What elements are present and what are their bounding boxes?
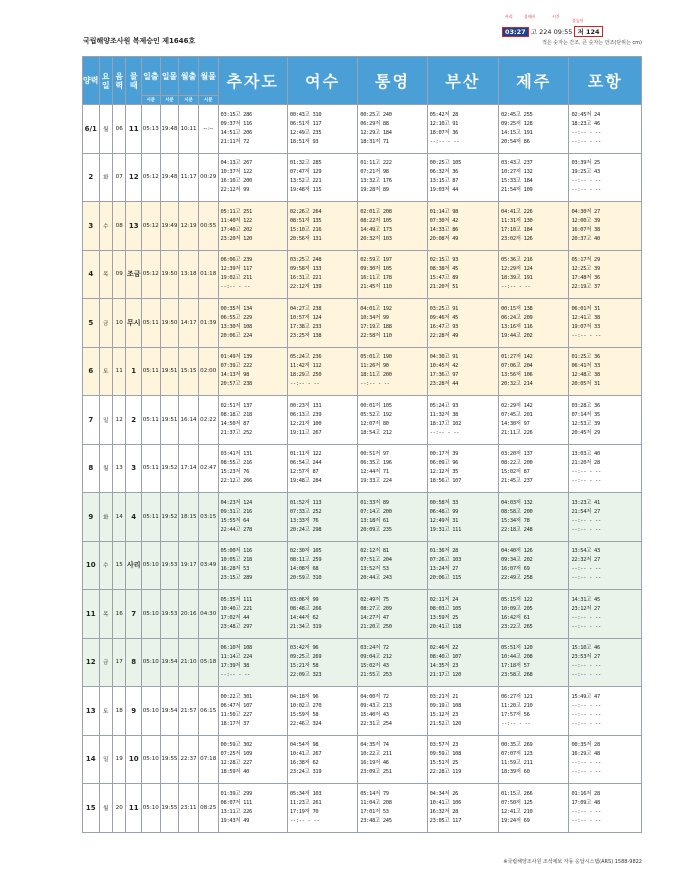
date-cell: 15 (83, 784, 100, 833)
tide-cell: 02:29저 142 07:45고 201 14:30저 97 21:11고 226 (499, 396, 569, 445)
moonset-cell: 01:39 (198, 299, 218, 348)
moonset-cell: 03:49 (198, 541, 218, 590)
sunset-cell: 19:50 (160, 299, 179, 348)
lunar-cell: 09 (113, 250, 126, 299)
table-row (83, 347, 642, 396)
sunrise-cell: 05:11 (141, 493, 160, 542)
lunar-cell: 18 (113, 687, 126, 736)
lunar-cell: 12 (113, 396, 126, 445)
legend-example (502, 26, 603, 37)
tide-cell: 01:25고 36 06:41저 33 12:48고 38 20:05저 31 (569, 347, 642, 396)
weekday-cell: 토 (99, 347, 112, 396)
tide-cell: 01:15고 266 07:50저 125 12:41고 210 19:24저 69 (499, 784, 569, 833)
table-row (83, 493, 642, 542)
tide-cell: 04:27고 238 10:57저 124 17:38고 233 23:25저 138 (287, 299, 357, 348)
tide-cell: 02:45저 24 18:23고 46 --:-- - -- --:-- - -- (569, 105, 642, 154)
sunrise-cell: 05:11 (141, 347, 160, 396)
mulddae-cell: 1 (126, 347, 142, 396)
moonrise-cell: 14:17 (179, 299, 199, 348)
sunrise-cell: 05:12 (141, 153, 160, 202)
lunar-cell: 14 (113, 493, 126, 542)
tide-cell: 01:32고 285 07:47저 129 13:52고 221 19:48저 115 (287, 153, 357, 202)
tide-table-page (82, 12, 642, 867)
tide-cell: 00:01저 105 05:52고 192 12:07저 80 18:54고 212 (358, 396, 427, 445)
date-cell: 6/1 (83, 105, 100, 154)
moonrise-cell: 21:57 (179, 687, 199, 736)
moonset-cell: --:-- (198, 105, 218, 154)
weekday-cell: 월 (99, 444, 112, 493)
lunar-cell: 10 (113, 299, 126, 348)
legend-tide: 고 224 (530, 28, 552, 36)
tide-cell: 03:42저 96 09:25고 269 15:21저 58 22:09고 323 (287, 638, 357, 687)
tide-cell: 05:24고 236 11:42저 112 18:29고 250 --:-- - -- (287, 347, 357, 396)
tide-cell: 00:35고 269 07:07저 123 11:59고 211 18:39저 60 (499, 735, 569, 784)
table-row (83, 638, 642, 687)
moonset-cell: 05:18 (198, 638, 218, 687)
tide-cell: 05:35저 111 10:40고 221 17:02저 44 23:48고 297 (218, 590, 287, 639)
mulddae-cell: 12 (126, 153, 142, 202)
date-cell: 3 (83, 202, 100, 251)
mulddae-cell: 사리 (126, 541, 142, 590)
col-moonset: 월몰 (198, 57, 218, 96)
sub-sunrise: 시분 (141, 96, 160, 105)
tide-cell: 03:20저 137 08:22고 200 15:02저 87 21:45고 237 (499, 444, 569, 493)
moonrise-cell: 22:37 (179, 735, 199, 784)
lunar-cell: 17 (113, 638, 126, 687)
mulddae-cell: 조금 (126, 250, 142, 299)
tide-cell: 00:15저 138 06:24고 209 13:16저 116 19:44고 202 (499, 299, 569, 348)
sunset-cell: 19:53 (160, 541, 179, 590)
tide-cell: 00:58저 33 06:48고 99 12:49저 31 19:31고 111 (427, 493, 498, 542)
tide-cell: 05:51저 120 10:44고 208 17:18저 57 23:58고 268 (499, 638, 569, 687)
sunrise-cell: 05:10 (141, 735, 160, 784)
tide-cell: 01:11고 222 07:21저 98 13:32고 176 19:28저 89 (358, 153, 427, 202)
col-place-pohang: 포항 (569, 57, 642, 105)
tide-cell: 05:01고 190 11:26저 90 18:11고 200 --:-- - -- (358, 347, 427, 396)
tide-cell: 02:46저 22 08:40고 107 14:35저 23 21:17고 120 (427, 638, 498, 687)
mulddae-cell: 8 (126, 638, 142, 687)
tide-cell: 05:34저 103 11:23고 261 17:19저 70 --:-- - -- (287, 784, 357, 833)
legend-val: 저 124 (574, 26, 602, 37)
tide-cell: 00:59고 302 07:25저 109 12:28고 227 18:59저 40 (218, 735, 287, 784)
mulddae-cell: 9 (126, 687, 142, 736)
weekday-cell: 화 (99, 493, 112, 542)
weekday-cell: 수 (99, 202, 112, 251)
col-lunar: 음력 (113, 57, 126, 105)
table-body (83, 105, 642, 833)
tide-cell: 04:03저 132 08:58고 200 15:34저 78 22:18고 248 (499, 493, 569, 542)
mulddae-cell: 무시 (126, 299, 142, 348)
tide-cell: 05:42저 28 12:10고 91 18:07저 36 --:-- - -- (427, 105, 498, 154)
tide-cell: 05:24고 93 11:32저 38 18:17고 102 --:-- - -- (427, 396, 498, 445)
sunset-cell: 19:54 (160, 638, 179, 687)
tide-cell: 02:15고 93 08:38저 45 15:47고 89 21:20저 51 (427, 250, 498, 299)
sub-moonrise: 시분 (179, 96, 199, 105)
sunset-cell: 19:52 (160, 493, 179, 542)
col-sunrise: 일출 (141, 57, 160, 96)
tide-cell: 02:01고 208 08:22저 105 14:49고 173 20:32저 103 (358, 202, 427, 251)
tide-cell: 02:26고 264 08:51저 135 15:10고 216 20:56저 131 (287, 202, 357, 251)
moonset-cell: 06:15 (198, 687, 218, 736)
tide-cell: 06:06고 239 12:39저 117 19:02고 211 --:-- - -- (218, 250, 287, 299)
tide-cell: 03:15고 286 09:37저 116 14:51고 206 21:11저 72 (218, 105, 287, 154)
tide-cell: 06:27저 121 11:20고 210 17:57저 56 --:-- - -- (499, 687, 569, 736)
tide-cell: 03:41저 131 08:55고 216 15:23저 76 22:12고 266 (218, 444, 287, 493)
legend-time1: 03:27 (502, 27, 529, 37)
tide-cell: 00:17저 39 06:09고 96 12:12저 35 18:56고 107 (427, 444, 498, 493)
date-cell: 9 (83, 493, 100, 542)
sub-moonset: 시분 (198, 96, 218, 105)
moonset-cell: 01:18 (198, 250, 218, 299)
tide-cell: 00:51저 97 06:35고 196 12:44저 71 19:33고 224 (358, 444, 427, 493)
tide-table (82, 56, 642, 833)
moonset-cell: 03:15 (198, 493, 218, 542)
lunar-cell: 16 (113, 590, 126, 639)
sunset-cell: 19:51 (160, 396, 179, 445)
mulddae-cell: 2 (126, 396, 142, 445)
tide-cell: 06:01저 31 12:41고 38 19:07저 33 --:-- - -- (569, 299, 642, 348)
tide-cell: 01:11저 122 06:54고 244 12:57저 87 19:48고 284 (287, 444, 357, 493)
sunset-cell: 19:53 (160, 590, 179, 639)
tide-cell: 14:31고 45 23:12저 27 --:-- - -- --:-- - -- (569, 590, 642, 639)
date-cell: 2 (83, 153, 100, 202)
sunset-cell: 19:49 (160, 202, 179, 251)
sunrise-cell: 05:11 (141, 444, 160, 493)
lunar-cell: 06 (113, 105, 126, 154)
tide-cell: 01:36저 28 07:26고 103 13:24저 27 20:06고 115 (427, 541, 498, 590)
sunrise-cell: 05:10 (141, 638, 160, 687)
weekday-cell: 월 (99, 784, 112, 833)
tide-cell: 03:25고 248 09:58저 133 16:31고 221 22:12저 139 (287, 250, 357, 299)
tide-cell: 04:18저 96 10:02고 270 15:59저 58 22:46고 324 (287, 687, 357, 736)
moonrise-cell: 21:10 (179, 638, 199, 687)
tide-cell: 03:25고 91 09:46저 45 16:47고 93 22:28저 49 (427, 299, 498, 348)
date-cell: 12 (83, 638, 100, 687)
legend-label-height: 물높이 (572, 18, 584, 23)
table-row (83, 687, 642, 736)
tide-cell: 05:14저 79 11:04고 208 17:01저 53 23:48고 245 (358, 784, 427, 833)
table-row (83, 444, 642, 493)
legend-label-sari: 사리 (505, 14, 513, 19)
sunrise-cell: 05:10 (141, 590, 160, 639)
weekday-cell: 금 (99, 299, 112, 348)
moonrise-cell: 13:18 (179, 250, 199, 299)
weekday-cell: 화 (99, 153, 112, 202)
sunrise-cell: 05:10 (141, 784, 160, 833)
sunrise-cell: 05:12 (141, 202, 160, 251)
moonset-cell: 00:55 (198, 202, 218, 251)
date-cell: 14 (83, 735, 100, 784)
header-row (83, 57, 642, 96)
col-place-chujado: 추자도 (218, 57, 287, 105)
tide-cell: 05:15저 122 10:09고 205 16:42저 61 23:22고 265 (499, 590, 569, 639)
legend-note: 적은 숫자는 간조, 큰 숫자는 만조(단위는 cm) (542, 40, 642, 46)
sunset-cell: 19:51 (160, 347, 179, 396)
mulddae-cell: 11 (126, 105, 142, 154)
moonset-cell: 04:30 (198, 590, 218, 639)
weekday-cell: 목 (99, 250, 112, 299)
table-row (83, 153, 642, 202)
weekday-cell: 금 (99, 638, 112, 687)
sunrise-cell: 05:10 (141, 687, 160, 736)
sunrise-cell: 05:12 (141, 250, 160, 299)
date-cell: 5 (83, 299, 100, 348)
tide-cell: 03:06저 99 08:48고 266 14:44저 62 21:34고 319 (287, 590, 357, 639)
mulddae-cell: 13 (126, 202, 142, 251)
tide-cell: 05:00저 116 10:05고 218 16:28저 53 23:15고 289 (218, 541, 287, 590)
lunar-cell: 07 (113, 153, 126, 202)
tide-cell: 05:36고 216 12:29저 124 18:39고 191 --:-- - -- (499, 250, 569, 299)
weekday-cell: 월 (99, 105, 112, 154)
mulddae-cell: 11 (126, 784, 142, 833)
table-row (83, 202, 642, 251)
sunrise-cell: 05:13 (141, 105, 160, 154)
mulddae-cell: 4 (126, 493, 142, 542)
col-place-jeju: 제주 (499, 57, 569, 105)
moonrise-cell: 15:15 (179, 347, 199, 396)
tide-cell: 03:21저 21 09:19고 108 15:12저 23 21:52고 120 (427, 687, 498, 736)
col-place-yeosu: 여수 (287, 57, 357, 105)
moonrise-cell: 11:17 (179, 153, 199, 202)
col-date: 양력 (83, 57, 100, 105)
lunar-cell: 19 (113, 735, 126, 784)
date-cell: 7 (83, 396, 100, 445)
moonrise-cell: 17:14 (179, 444, 199, 493)
tide-cell: 00:23저 131 06:13고 239 12:21저 100 19:11고 267 (287, 396, 357, 445)
moonset-cell: 02:47 (198, 444, 218, 493)
date-cell: 13 (83, 687, 100, 736)
tide-cell: 02:49저 75 08:27고 209 14:27저 47 21:20고 250 (358, 590, 427, 639)
tide-cell: 02:45고 255 09:25저 128 14:15고 191 20:54저 86 (499, 105, 569, 154)
tide-cell: 04:35저 74 10:22고 211 16:19저 46 23:09고 251 (358, 735, 427, 784)
tide-cell: 01:49저 139 07:39고 222 14:13저 98 20:57고 238 (218, 347, 287, 396)
lunar-cell: 13 (113, 444, 126, 493)
lunar-cell: 08 (113, 202, 126, 251)
col-sunset: 일몰 (160, 57, 179, 96)
sunrise-cell: 05:10 (141, 541, 160, 590)
weekday-cell: 수 (99, 541, 112, 590)
tide-cell: 03:43고 237 10:27저 132 15:33고 184 21:54저 109 (499, 153, 569, 202)
date-cell: 11 (83, 590, 100, 639)
tide-cell: 03:57저 23 09:59고 108 15:51저 25 22:28고 119 (427, 735, 498, 784)
moonrise-cell: 19:17 (179, 541, 199, 590)
moonset-cell: 02:22 (198, 396, 218, 445)
weekday-cell: 토 (99, 687, 112, 736)
moonrise-cell: 10:11 (179, 105, 199, 154)
lunar-cell: 11 (113, 347, 126, 396)
tide-cell: 04:13고 267 10:37저 122 16:10고 200 22:12저 99 (218, 153, 287, 202)
tide-cell: 04:00저 72 09:43고 213 15:40저 43 22:31고 254 (358, 687, 427, 736)
tide-cell: 04:30저 27 12:00고 39 16:07저 38 20:37고 40 (569, 202, 642, 251)
col-place-tongyeong: 통영 (358, 57, 427, 105)
sunset-cell: 19:52 (160, 444, 179, 493)
date-cell: 10 (83, 541, 100, 590)
tide-cell: 01:14고 98 07:30저 42 14:33고 86 20:08저 49 (427, 202, 498, 251)
weekday-cell: 목 (99, 590, 112, 639)
tide-cell: 03:24저 72 09:04고 212 15:02저 43 21:55고 253 (358, 638, 427, 687)
tide-cell: 13:54고 43 22:32저 27 --:-- - -- --:-- - -- (569, 541, 642, 590)
moonset-cell: 08:25 (198, 784, 218, 833)
tide-cell: 15:49고 47 --:-- - -- --:-- - -- --:-- - -- (569, 687, 642, 736)
sunrise-cell: 05:11 (141, 299, 160, 348)
legend-time2: 09:55 (553, 28, 573, 36)
tide-cell: 02:11저 24 08:03고 105 13:59저 25 20:41고 118 (427, 590, 498, 639)
sunset-cell: 19:55 (160, 784, 179, 833)
tide-cell: 15:10고 46 23:53저 27 --:-- - -- --:-- - -- (569, 638, 642, 687)
tide-cell: 04:54저 98 10:41고 267 16:38저 62 23:24고 319 (287, 735, 357, 784)
tide-cell: 03:39저 25 19:25고 43 --:-- - -- --:-- - -- (569, 153, 642, 202)
col-place-busan: 부산 (427, 57, 498, 105)
table-row (83, 396, 642, 445)
tide-cell: 04:40저 126 09:34고 202 16:07저 69 22:49고 258 (499, 541, 569, 590)
sunset-cell: 19:50 (160, 250, 179, 299)
tide-cell: 04:41고 226 11:31저 130 17:10고 184 23:02저 126 (499, 202, 569, 251)
tide-cell: 00:35저 28 16:29고 48 --:-- - -- --:-- - -- (569, 735, 642, 784)
table-row (83, 105, 642, 154)
tide-cell: 01:27저 142 07:06고 204 13:56저 106 20:32고 214 (499, 347, 569, 396)
moonset-cell: 02:00 (198, 347, 218, 396)
tide-cell: 13:03고 40 21:20저 28 --:-- - -- --:-- - -- (569, 444, 642, 493)
table-row (83, 541, 642, 590)
col-weekday: 요일 (99, 57, 112, 105)
table-row (83, 784, 642, 833)
date-cell: 4 (83, 250, 100, 299)
moonrise-cell: 12:19 (179, 202, 199, 251)
lunar-cell: 20 (113, 784, 126, 833)
approval-text: 국립해양조사원 복제승인 제1646호 (83, 37, 196, 45)
sunset-cell: 19:48 (160, 105, 179, 154)
mulddae-cell: 3 (126, 444, 142, 493)
mulddae-cell: 10 (126, 735, 142, 784)
tide-cell: 00:25고 240 06:29저 88 12:29고 184 18:31저 71 (358, 105, 427, 154)
moonset-cell: 07:18 (198, 735, 218, 784)
tide-cell: 13:23고 41 21:54저 27 --:-- - -- --:-- - -- (569, 493, 642, 542)
tide-cell: 02:30저 105 08:11고 259 14:08저 68 20:59고 310 (287, 541, 357, 590)
footer-note: ※국립해양조사원 조석예보 자동 응답시스템(ARS) 1588-9822 (503, 859, 642, 865)
moonset-cell: 00:29 (198, 153, 218, 202)
tide-cell: 00:43고 310 06:51저 117 12:49고 235 18:51저 93 (287, 105, 357, 154)
tide-cell: 05:17저 29 12:25고 39 17:48저 36 22:19고 37 (569, 250, 642, 299)
col-moonrise: 월출 (179, 57, 199, 96)
tide-cell: 00:22고 301 06:47저 107 11:50고 227 18:17저 37 (218, 687, 287, 736)
tide-cell: 01:39고 299 08:07저 111 13:11고 226 19:43저 49 (218, 784, 287, 833)
table-row (83, 735, 642, 784)
tide-cell: 04:01고 192 10:34저 99 17:19고 188 22:58저 110 (358, 299, 427, 348)
moonrise-cell: 23:11 (179, 784, 199, 833)
tide-cell: 06:10저 108 11:14고 224 17:39저 38 --:-- - -- (218, 638, 287, 687)
tide-cell: 01:33저 89 07:14고 200 13:18저 61 20:09고 235 (358, 493, 427, 542)
legend (482, 12, 642, 52)
tide-cell: 01:16저 28 17:09고 48 --:-- - -- --:-- - -- (569, 784, 642, 833)
weekday-cell: 일 (99, 396, 112, 445)
table-row (83, 299, 642, 348)
sunset-cell: 19:55 (160, 735, 179, 784)
weekday-cell: 일 (99, 735, 112, 784)
table-row (83, 590, 642, 639)
tide-cell: 04:34저 26 10:41고 106 16:32저 28 23:05고 117 (427, 784, 498, 833)
legend-label-mulddae: 물때시 (524, 14, 536, 19)
sunrise-cell: 05:11 (141, 396, 160, 445)
table-row (83, 250, 642, 299)
header-bar (82, 12, 642, 52)
moonrise-cell: 16:14 (179, 396, 199, 445)
sunset-cell: 19:54 (160, 687, 179, 736)
tide-cell: 00:35저 134 06:55고 229 13:30저 108 20:06고 224 (218, 299, 287, 348)
mulddae-cell: 7 (126, 590, 142, 639)
moonrise-cell: 18:15 (179, 493, 199, 542)
tide-cell: 04:23저 124 09:31고 216 15:55저 64 22:44고 278 (218, 493, 287, 542)
tide-cell: 01:52저 113 07:33고 252 13:33저 76 20:24고 298 (287, 493, 357, 542)
tide-cell: 03:28고 36 07:14저 35 12:53고 39 20:45저 29 (569, 396, 642, 445)
date-cell: 6 (83, 347, 100, 396)
sub-sunset: 시분 (160, 96, 179, 105)
lunar-cell: 15 (113, 541, 126, 590)
moonrise-cell: 20:16 (179, 590, 199, 639)
tide-cell: 02:51저 137 08:18고 218 14:50저 87 21:37고 252 (218, 396, 287, 445)
tide-cell: 02:59고 197 09:30저 105 16:11고 178 21:45저 110 (358, 250, 427, 299)
legend-label-time: 시간 (552, 14, 560, 19)
date-cell: 8 (83, 444, 100, 493)
tide-cell: 02:12저 81 07:51고 204 13:52저 53 20:44고 243 (358, 541, 427, 590)
tide-cell: 04:30고 91 10:45저 42 17:36고 97 23:28저 44 (427, 347, 498, 396)
tide-cell: 00:25고 105 06:32저 36 13:15고 87 19:03저 44 (427, 153, 498, 202)
col-mulddae: 물때 (126, 57, 142, 105)
tide-cell: 05:11고 251 11:40저 122 17:40고 202 23:20저 120 (218, 202, 287, 251)
sunset-cell: 19:48 (160, 153, 179, 202)
